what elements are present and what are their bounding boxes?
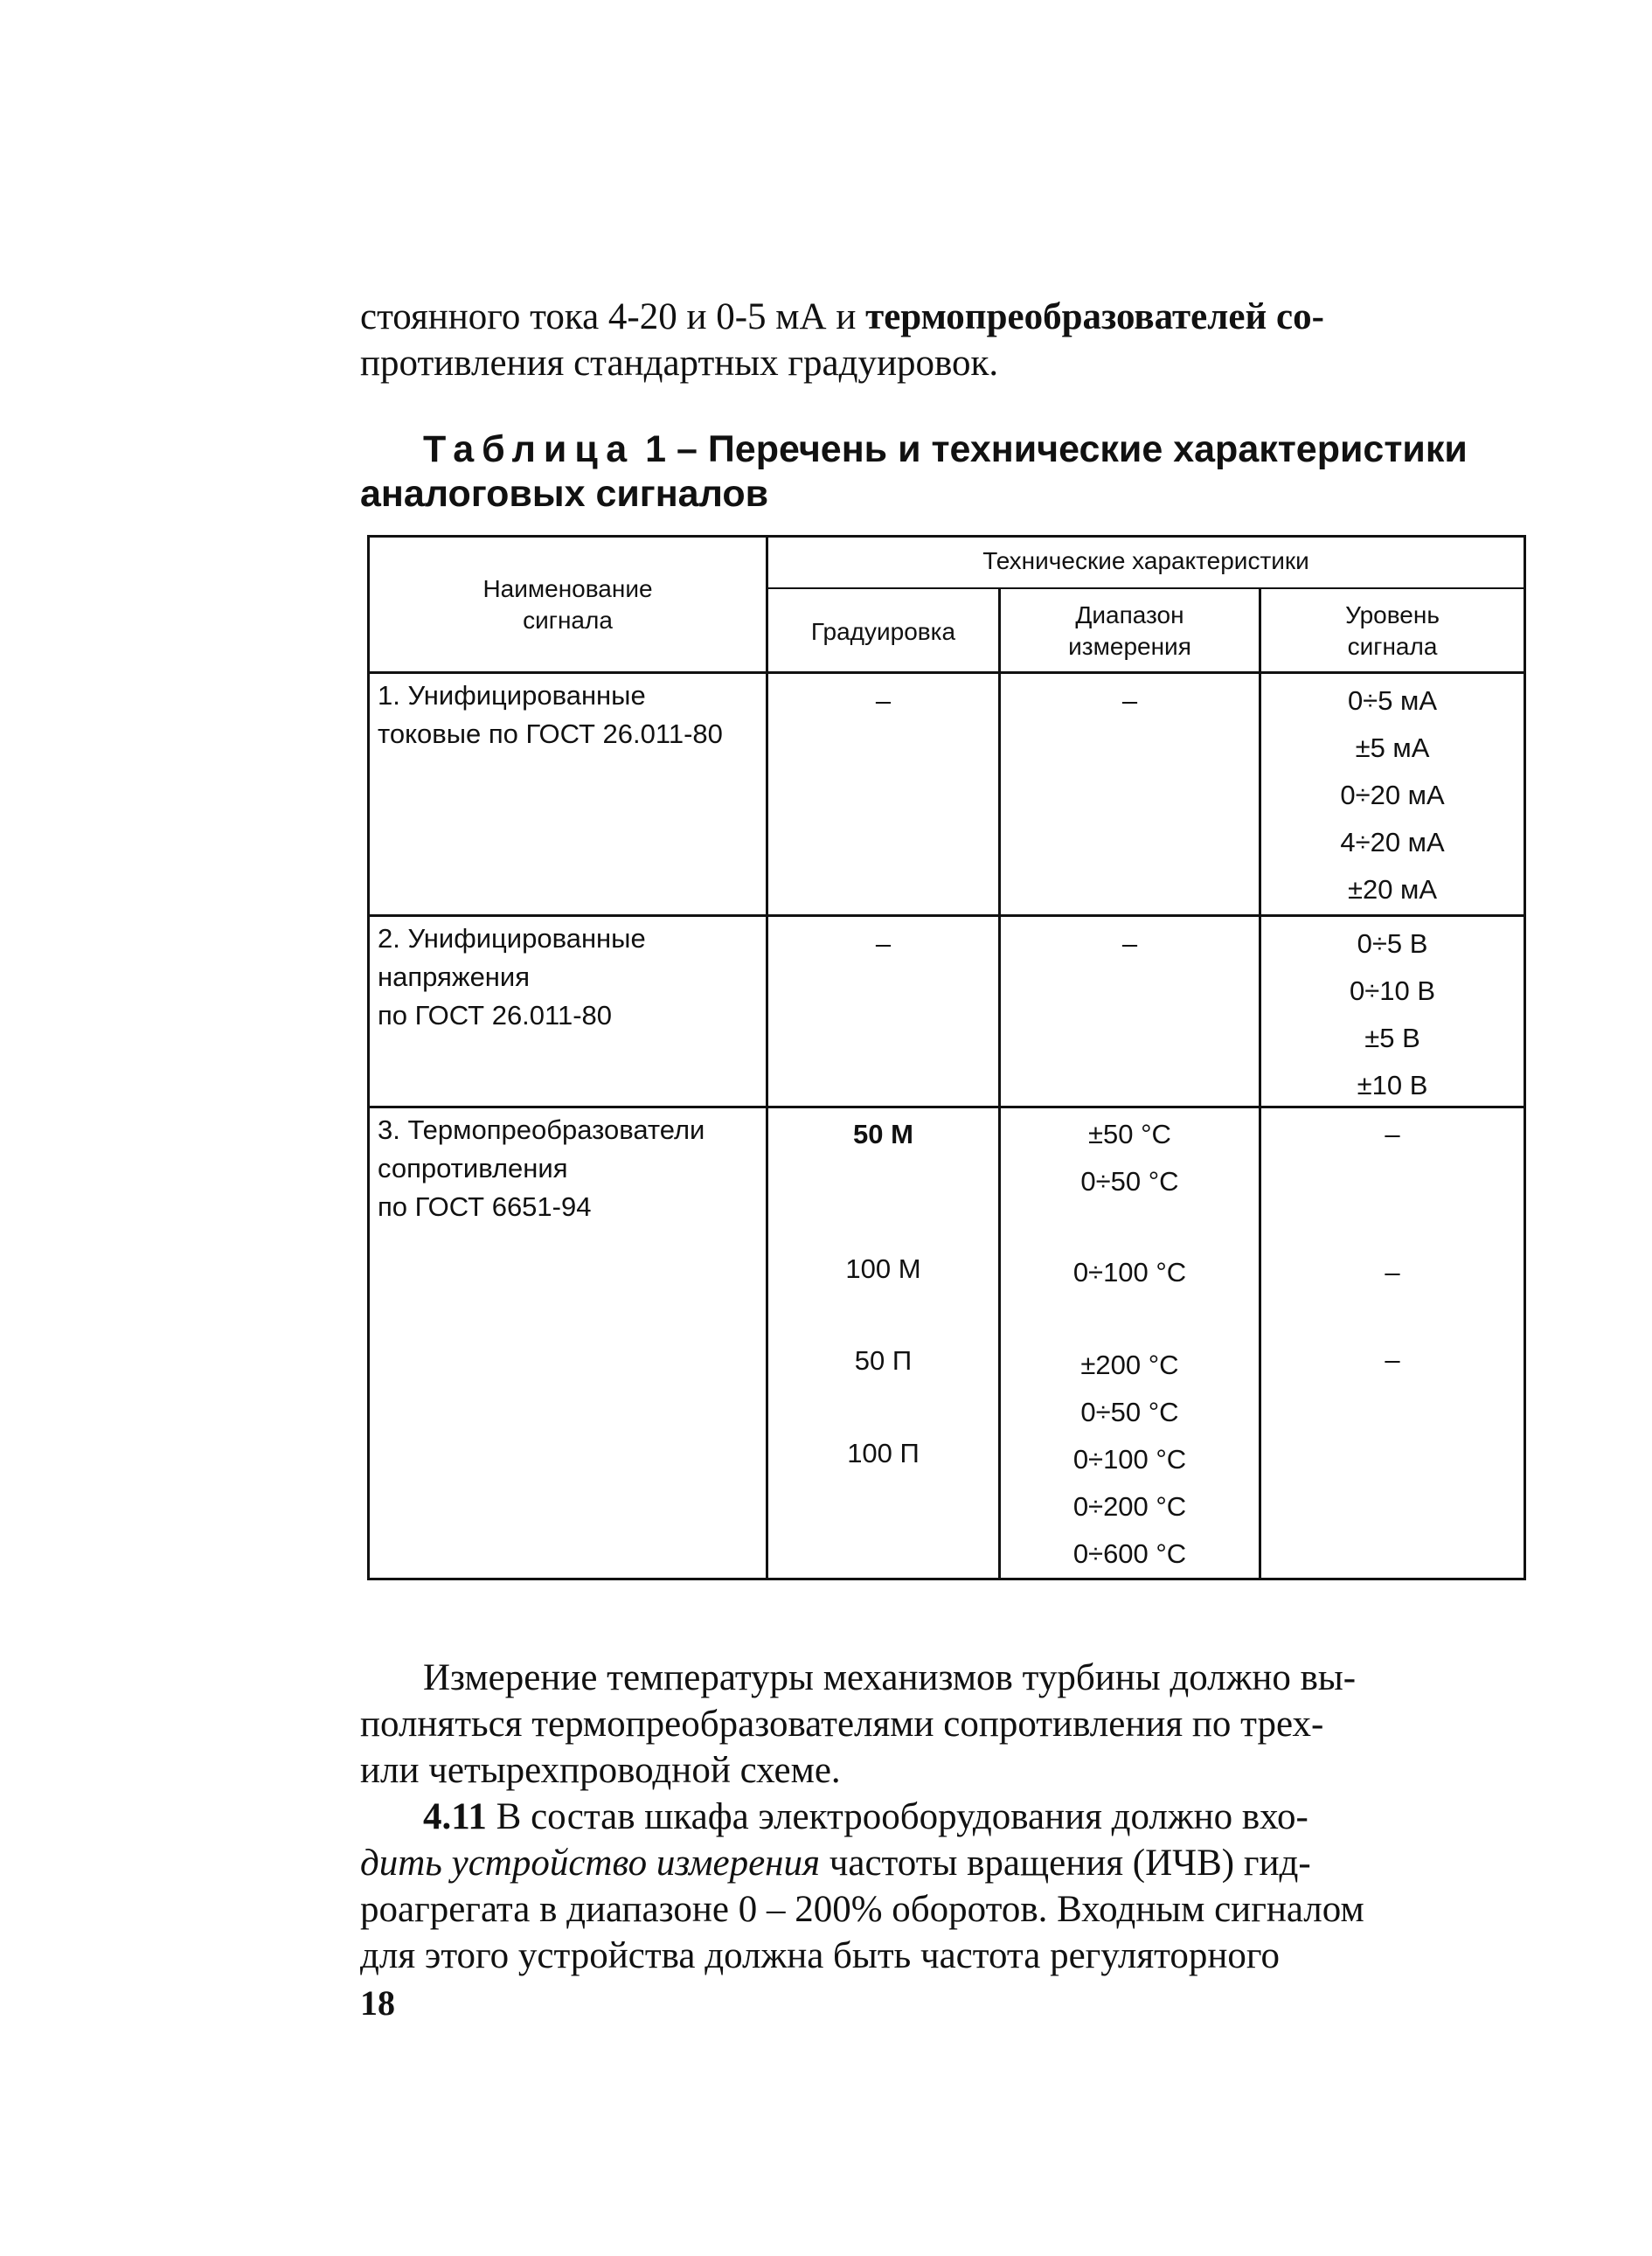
body-p1-line-1: Измерение температуры механизмов турбины должно вы-	[423, 1657, 1357, 1698]
page-number: 18	[360, 1983, 395, 2023]
row-3-range-100p-2: 0÷200 °С	[1072, 1491, 1187, 1522]
header-range-line-1: Диапазон	[1075, 601, 1184, 628]
row-1-level-4: 4÷20 мА	[1340, 827, 1445, 857]
body-p1-line-2: полняться термопреобразователями сопротивления по трех-	[360, 1704, 1324, 1745]
table-header-divider	[767, 587, 1526, 589]
row-1-level-2: ±5 мА	[1355, 732, 1430, 763]
table-caption-prefix: Таблица	[423, 428, 635, 470]
row-2-level-4: ±10 В	[1357, 1070, 1428, 1100]
row-3-name-line-2: сопротивления	[378, 1153, 568, 1184]
row-1-level-3: 0÷20 мА	[1340, 780, 1445, 810]
row-2-level-1: 0÷5 В	[1357, 928, 1428, 959]
body-p2-line-1-text: В состав шкафа электрооборудования должно вхо-	[486, 1796, 1308, 1837]
row-3-name	[378, 1111, 705, 1226]
table-border-right	[1524, 535, 1526, 1580]
body-p2-italic: дить устройство измерения	[360, 1843, 820, 1884]
intro-line-1	[360, 294, 1324, 340]
row-3-ranges-100p	[1001, 1436, 1259, 1578]
row-3-range-50p-2: 0÷50 °С	[1080, 1397, 1179, 1427]
row-2-level-3: ±5 В	[1364, 1023, 1420, 1053]
intro-line-1-text: стоянного тока 4-20 и 0-5 мА и	[360, 296, 866, 337]
row-2-range: –	[1121, 928, 1138, 959]
section-number: 4.11	[423, 1796, 487, 1837]
intro-line-1-bold: термопреобразователей со-	[865, 296, 1324, 337]
body-p1-line-3: или четырехпроводной схеме.	[360, 1750, 841, 1791]
row-1-level-5: ±20 мА	[1347, 874, 1438, 905]
row-3-level-50m: –	[1385, 1119, 1400, 1149]
row-3-level-50p: –	[1385, 1344, 1400, 1375]
header-name-line-1: Наименование	[482, 575, 653, 602]
table-border-bottom	[367, 1578, 1526, 1580]
header-tech-characteristics: Технические характеристики	[982, 547, 1309, 574]
row-1-levels	[1261, 677, 1524, 913]
table-caption-title: 1 – Перечень и технические характеристики	[635, 428, 1468, 470]
row-3-graduation-50m: 50 М	[853, 1119, 913, 1149]
header-level	[1261, 600, 1524, 663]
row-3-range-100m-1: 0÷100 °С	[1072, 1257, 1187, 1288]
row-1-range: –	[1121, 685, 1138, 716]
row-2-graduation: –	[875, 928, 892, 959]
intro-line-2: противления стандартных градуировок.	[360, 343, 999, 384]
table-caption-line-2: аналоговых сигналов	[360, 473, 769, 515]
row-3-range-50m-2: 0÷50 °С	[1080, 1166, 1179, 1197]
body-p2-line-2-text: частоты вращения (ИЧВ) гид-	[819, 1843, 1311, 1884]
row-3-range-100p-1: 0÷100 °С	[1072, 1444, 1187, 1475]
row-3-ranges-50p	[1001, 1342, 1259, 1436]
header-graduation: Градуировка	[810, 618, 956, 645]
row-3-range-50m-1: ±50 °С	[1088, 1119, 1171, 1149]
row-3-name-line-3: по ГОСТ 6651-94	[378, 1191, 592, 1222]
row-1-name	[378, 677, 723, 753]
header-range-line-2: измерения	[1068, 633, 1191, 660]
header-name	[370, 573, 766, 636]
header-name-line-2: сигнала	[523, 607, 613, 634]
row-1-graduation: –	[875, 685, 892, 716]
row-3-graduation-100m: 100 М	[845, 1253, 921, 1284]
table-border-left	[367, 535, 370, 1580]
row-3-range-100p-3: 0÷600 °С	[1072, 1538, 1187, 1569]
row-3-range-50p-1: ±200 °С	[1080, 1350, 1179, 1380]
row-3-level-100m: –	[1385, 1257, 1400, 1288]
header-range	[1001, 600, 1259, 663]
row-3-graduation-50p: 50 П	[854, 1345, 913, 1376]
row-3-graduation-100p: 100 П	[847, 1438, 920, 1468]
row-1-level-1: 0÷5 мА	[1347, 685, 1438, 716]
row-3-ranges-50m	[1001, 1111, 1259, 1205]
body-p2-line-3: роагрегата в диапазоне 0 – 200% оборотов. Входным сигналом	[360, 1889, 1364, 1930]
table-caption	[423, 427, 1468, 472]
row-3-name-line-1: 3. Термопреобразователи	[378, 1114, 705, 1145]
table-border-top	[367, 535, 1526, 538]
row-2-name-line-1: 2. Унифицированные	[378, 923, 646, 954]
row-2-name-line-3: по ГОСТ 26.011-80	[378, 1000, 613, 1031]
row-1-name-line-2: токовые по ГОСТ 26.011-80	[378, 718, 723, 749]
table-row-1-bottom	[367, 914, 1526, 917]
body-p2-line-4: для этого устройства должна быть частота регуляторного	[360, 1935, 1280, 1976]
row-2-levels	[1261, 920, 1524, 1109]
header-level-line-2: сигнала	[1347, 633, 1438, 660]
table-header-bottom	[367, 671, 1526, 674]
body-p2-line-1	[423, 1794, 1308, 1840]
row-2-name	[378, 920, 646, 1035]
row-2-name-line-2: напряжения	[378, 961, 531, 992]
body-p2-line-2	[360, 1840, 1311, 1886]
row-1-name-line-1: 1. Унифицированные	[378, 680, 646, 711]
row-2-level-2: 0÷10 В	[1349, 975, 1436, 1006]
header-level-line-1: Уровень	[1345, 601, 1440, 628]
